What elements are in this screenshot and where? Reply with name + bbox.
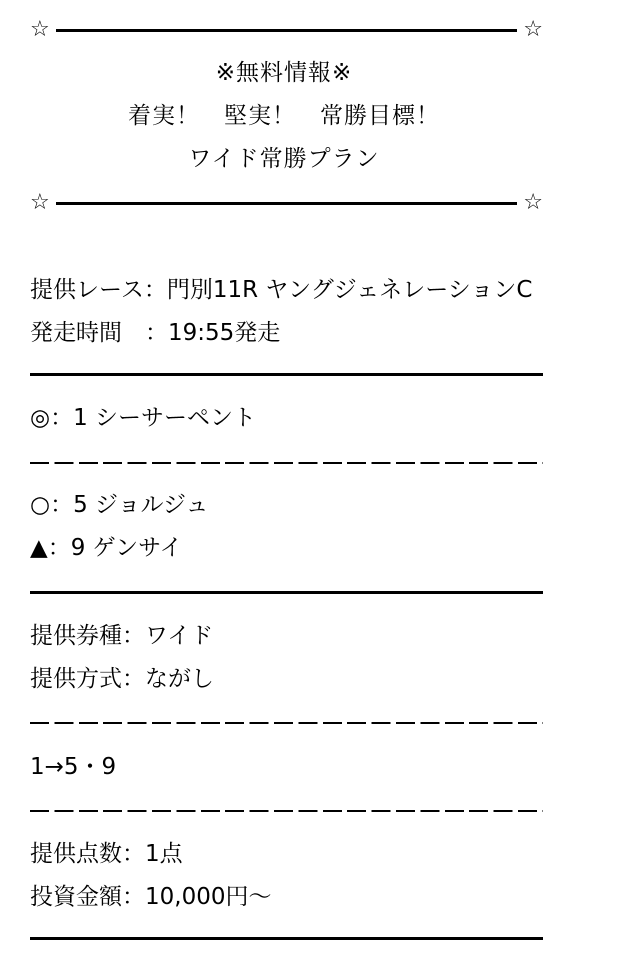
star-icon: ☆ bbox=[523, 17, 543, 42]
dashed-divider bbox=[30, 462, 543, 464]
bet-combination: 1→5・9 bbox=[30, 754, 117, 780]
divider-line bbox=[56, 202, 517, 205]
dashed-divider bbox=[30, 810, 543, 812]
section-divider bbox=[30, 937, 543, 940]
divider-line bbox=[56, 29, 517, 32]
star-icon: ☆ bbox=[523, 190, 543, 215]
bet-type-line: 提供券種：ワイド bbox=[30, 623, 214, 649]
free-info-heading: ※無料情報※ bbox=[215, 60, 353, 86]
pick-honmei: ◎：1 シーサーペント bbox=[30, 405, 257, 431]
section-divider bbox=[30, 373, 543, 376]
top-star-divider bbox=[30, 18, 543, 42]
star-icon: ☆ bbox=[30, 17, 50, 42]
investment-amount-line: 投資金額：10,000円〜 bbox=[30, 884, 272, 910]
pick-taikou: ○：5 ジョルジュ bbox=[30, 492, 209, 518]
section-divider bbox=[30, 591, 543, 594]
race-name-line: 提供レース：門別11R ヤングジェネレーションC bbox=[30, 277, 533, 303]
bet-method-line: 提供方式：ながし bbox=[30, 666, 214, 692]
bet-points-line: 提供点数：1点 bbox=[30, 841, 183, 867]
dashed-divider bbox=[30, 722, 543, 724]
pick-tanana: ▲：9 ゲンサイ bbox=[30, 535, 183, 561]
plan-name: ワイド常勝プラン bbox=[188, 146, 380, 172]
bottom-star-divider bbox=[30, 191, 543, 215]
star-icon: ☆ bbox=[30, 190, 50, 215]
post-time-line: 発走時間 ：19:55発走 bbox=[30, 320, 281, 346]
slogan-line: 着実！ 堅実！ 常勝目標！ bbox=[128, 103, 440, 129]
